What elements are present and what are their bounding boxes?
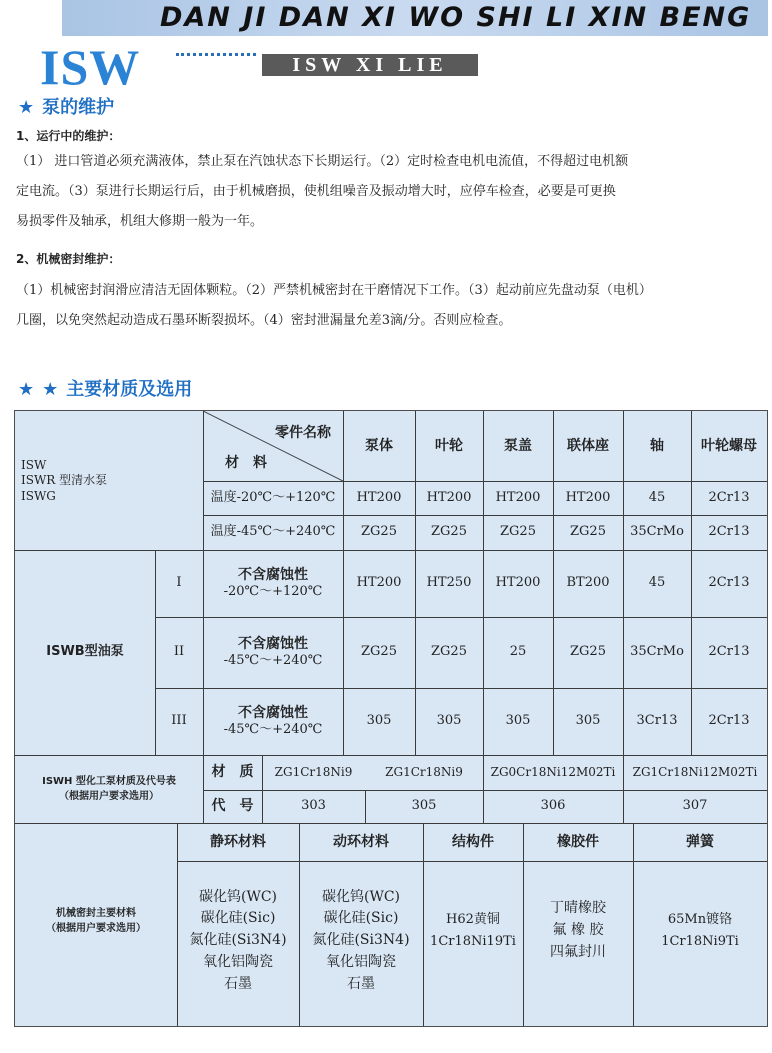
grade-cell: I: [176, 575, 182, 591]
condition-title: 不含腐蚀性: [238, 635, 308, 652]
seal-label: [15, 861, 177, 981]
value-cell: 305: [366, 713, 392, 729]
seal-item: 石墨: [347, 975, 375, 992]
value-cell: 2Cr13: [708, 644, 750, 660]
section-maintenance-title: [18, 93, 114, 119]
chem-code: 307: [682, 798, 708, 814]
condition-range: -20℃～+120℃: [223, 584, 323, 600]
seal-item: 四氟封川: [550, 943, 606, 960]
value-cell: 45: [648, 489, 666, 505]
seal-item: 氮化硅(Si3N4): [189, 932, 287, 949]
condition-range: -45℃～+240℃: [223, 653, 323, 669]
label-line: ISWH 型化工泵材质及代号表: [42, 776, 176, 787]
col-header: 轴: [650, 437, 664, 454]
col-header: 泵盖: [504, 437, 532, 454]
code-label: 代 号: [211, 798, 254, 815]
seal-item: 碳化硅(Sic): [200, 910, 276, 927]
value-cell: ZG25: [500, 524, 536, 540]
series-label: ISW XI LIE: [262, 54, 478, 76]
condition-cell: [203, 617, 343, 688]
value-cell: 25: [509, 644, 527, 660]
value-cell: HT200: [495, 489, 541, 505]
value-cell: BT200: [566, 575, 610, 591]
subheading-running-maintenance: 1、运行中的维护：: [16, 129, 121, 143]
col-header: 泵体: [365, 437, 393, 454]
label-line: ISWR 型清水泵: [21, 473, 108, 488]
value-cell: ZG25: [431, 644, 467, 660]
col-header: 叶轮螺母: [701, 437, 757, 454]
value-cell: ZG25: [570, 644, 606, 660]
value-cell: 2Cr13: [708, 489, 750, 505]
condition-title: 不含腐蚀性: [238, 704, 308, 721]
header-parts-name: 零件名称: [275, 424, 331, 441]
para-line: （1） 进口管道必须充满液体，禁止泵在汽蚀状态下长期运行。（2）定时检查电机电流值，不得超过电机额: [16, 154, 629, 169]
label-line: 机械密封主要材料: [56, 908, 136, 919]
value-cell: 3Cr13: [636, 713, 678, 729]
chem-code: 305: [411, 798, 437, 814]
chem-material: ZG1Cr18Ni12M02Ti: [632, 764, 758, 779]
value-cell: 305: [436, 713, 462, 729]
seal-item: 氧化铝陶瓷: [326, 953, 396, 970]
material-label: 材 质: [211, 764, 254, 781]
seal-header: 动环材料: [333, 833, 389, 850]
seal-item: 1Cr18Ni19Ti: [430, 934, 516, 949]
seal-item: 碳化钨(WC): [198, 888, 278, 905]
value-cell: ZG25: [361, 644, 397, 660]
chem-material: ZG0Cr18Ni12M02Ti: [490, 764, 616, 779]
seal-item: 丁晴橡胶: [550, 900, 606, 917]
para-line: 几圈，以免突然起动造成石墨环断裂损坏。（4）密封泄漏量允差3滴/分。否则应检查。: [16, 313, 512, 328]
value-cell: HT200: [495, 575, 541, 591]
condition-cell: 温度-20℃～+120℃: [210, 489, 336, 505]
materials-table: [14, 410, 768, 1027]
value-cell: 2Cr13: [708, 524, 750, 540]
seal-item: 氧化铝陶瓷: [203, 953, 273, 970]
star-icon: ★: [18, 379, 35, 400]
chem-code: 306: [540, 798, 566, 814]
seal-item: 65Mn镀铬: [667, 911, 733, 927]
condition-cell: 温度-45℃～+240℃: [210, 524, 336, 540]
seal-header: 结构件: [452, 833, 494, 850]
value-cell: 35CrMo: [630, 524, 684, 540]
seal-item: 碳化硅(Sic): [323, 910, 399, 927]
value-cell: HT200: [356, 489, 402, 505]
condition-range: -45℃～+240℃: [223, 722, 323, 738]
value-cell: 2Cr13: [708, 575, 750, 591]
grade-cell: III: [171, 713, 187, 729]
water-pump-label: [21, 441, 203, 521]
value-cell: HT200: [356, 575, 402, 591]
paragraph-running-maintenance: [16, 147, 762, 237]
label-line: ISW: [21, 457, 47, 472]
moving-ring-materials: [299, 871, 423, 1011]
chem-code: 303: [301, 798, 326, 814]
chemical-pump-label: [15, 755, 203, 823]
subheading-seal-maintenance: 2、机械密封维护：: [16, 252, 121, 266]
col-header: 叶轮: [435, 437, 463, 454]
title-banner: [62, 0, 768, 36]
seal-header: 橡胶件: [557, 833, 599, 850]
condition-cell: [203, 550, 343, 617]
value-cell: ZG25: [570, 524, 606, 540]
brand-logo: ISW: [40, 39, 141, 95]
seal-item: H62黄铜: [446, 911, 500, 927]
chem-material: ZG1Cr18Ni9: [274, 764, 353, 779]
paragraph-seal-maintenance: [16, 276, 762, 336]
section-title-text: 主要材质及选用: [66, 379, 193, 400]
seal-header: 静环材料: [210, 833, 266, 850]
star-icon: ★: [18, 97, 35, 118]
label-line: （根据用户要求选用）: [46, 923, 146, 934]
star-icon: ★: [42, 379, 59, 400]
banner-text: DAN JI DAN XI WO SHI LI XIN BENG: [160, 2, 752, 33]
value-cell: 305: [575, 713, 601, 729]
seal-item: 氮化硅(Si3N4): [312, 932, 410, 949]
value-cell: ZG25: [431, 524, 467, 540]
dotted-divider: [176, 53, 256, 56]
label-line: （根据用户要求选用）: [59, 791, 159, 802]
value-cell: HT200: [426, 489, 472, 505]
label-line: ISWG: [21, 488, 56, 503]
section-materials-title: [18, 375, 192, 401]
value-cell: 45: [648, 575, 666, 591]
seal-header: 弹簧: [686, 833, 714, 850]
seal-item: 石墨: [224, 975, 252, 992]
seal-item: 1Cr18Ni9Ti: [661, 934, 739, 949]
value-cell: HT200: [565, 489, 611, 505]
static-ring-materials: [177, 871, 299, 1011]
value-cell: 35CrMo: [630, 644, 684, 660]
col-header: 联体座: [567, 437, 609, 454]
grade-cell: II: [173, 644, 185, 660]
header-material: 材 料: [225, 454, 267, 471]
value-cell: HT250: [426, 575, 472, 591]
section-title-text: 泵的维护: [42, 97, 115, 118]
para-line: 易损零件及轴承，机组大修期一般为一年。: [16, 214, 264, 229]
value-cell: ZG25: [361, 524, 397, 540]
seal-item: 碳化钨(WC): [321, 888, 401, 905]
structure-materials: [423, 886, 523, 976]
oil-pump-label: ISWB型油泵: [46, 644, 124, 660]
seal-item: 氟 橡 胶: [552, 922, 604, 939]
chem-material: ZG1Cr18Ni9: [385, 764, 463, 779]
value-cell: 2Cr13: [708, 713, 750, 729]
spring-materials: [633, 886, 767, 976]
value-cell: 305: [505, 713, 531, 729]
para-line: （1）机械密封润滑应清洁无固体颗粒。（2）严禁机械密封在干磨情况下工作。（3）起动前应先盘动泵（电机）: [16, 283, 652, 298]
condition-cell: [203, 688, 343, 755]
rubber-materials: [523, 886, 633, 976]
condition-title: 不含腐蚀性: [238, 566, 308, 583]
para-line: 定电流。（3）泵进行长期运行后，由于机械磨损，使机组噪音及振动增大时，应停车检查，必要是可更换: [16, 184, 616, 199]
